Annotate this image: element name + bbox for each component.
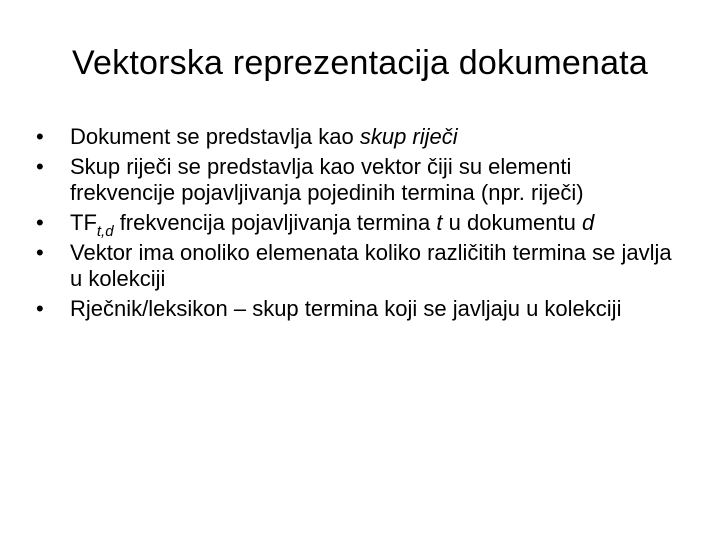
bullet-text: Vektor ima onoliko elemenata koliko različitih termina se javlja u kolekciji bbox=[70, 240, 672, 291]
bullet-dot: • bbox=[36, 124, 44, 149]
bullet-item-2 bbox=[36, 154, 676, 206]
bullet-item-3 bbox=[36, 210, 676, 240]
bullet-item-1 bbox=[36, 124, 676, 150]
bullet-text: Rječnik/leksikon – skup termina koji se javljaju u kolekciji bbox=[70, 296, 622, 321]
bullet-text-part: Dokument se predstavlja kao bbox=[70, 124, 360, 149]
tf-symbol: TF bbox=[70, 210, 97, 235]
bullet-item-5 bbox=[36, 296, 676, 322]
bullet-text-part: frekvencija pojavljivanja termina bbox=[113, 210, 437, 235]
variable-d: d bbox=[581, 210, 595, 235]
bullet-text bbox=[70, 210, 595, 240]
bullet-text-part: u dokumentu bbox=[442, 210, 582, 235]
bullet-text: Skup riječi se predstavlja kao vektor čiji su elementi frekvencije pojavljivanja pojedinih termina (npr. riječi) bbox=[70, 154, 584, 205]
bullet-dot: • bbox=[36, 240, 44, 265]
bullet-list bbox=[36, 124, 676, 326]
tf-subscript: t,d bbox=[96, 223, 114, 240]
bullet-emphasis: skup riječi bbox=[359, 124, 458, 149]
bullet-text bbox=[70, 124, 458, 149]
bullet-dot: • bbox=[36, 154, 44, 179]
slide-title: Vektorska reprezentacija dokumenata bbox=[72, 44, 648, 82]
bullet-dot: • bbox=[36, 296, 44, 321]
bullet-dot: • bbox=[36, 210, 44, 235]
bullet-item-4 bbox=[36, 240, 676, 292]
variable-t: t bbox=[436, 210, 443, 235]
